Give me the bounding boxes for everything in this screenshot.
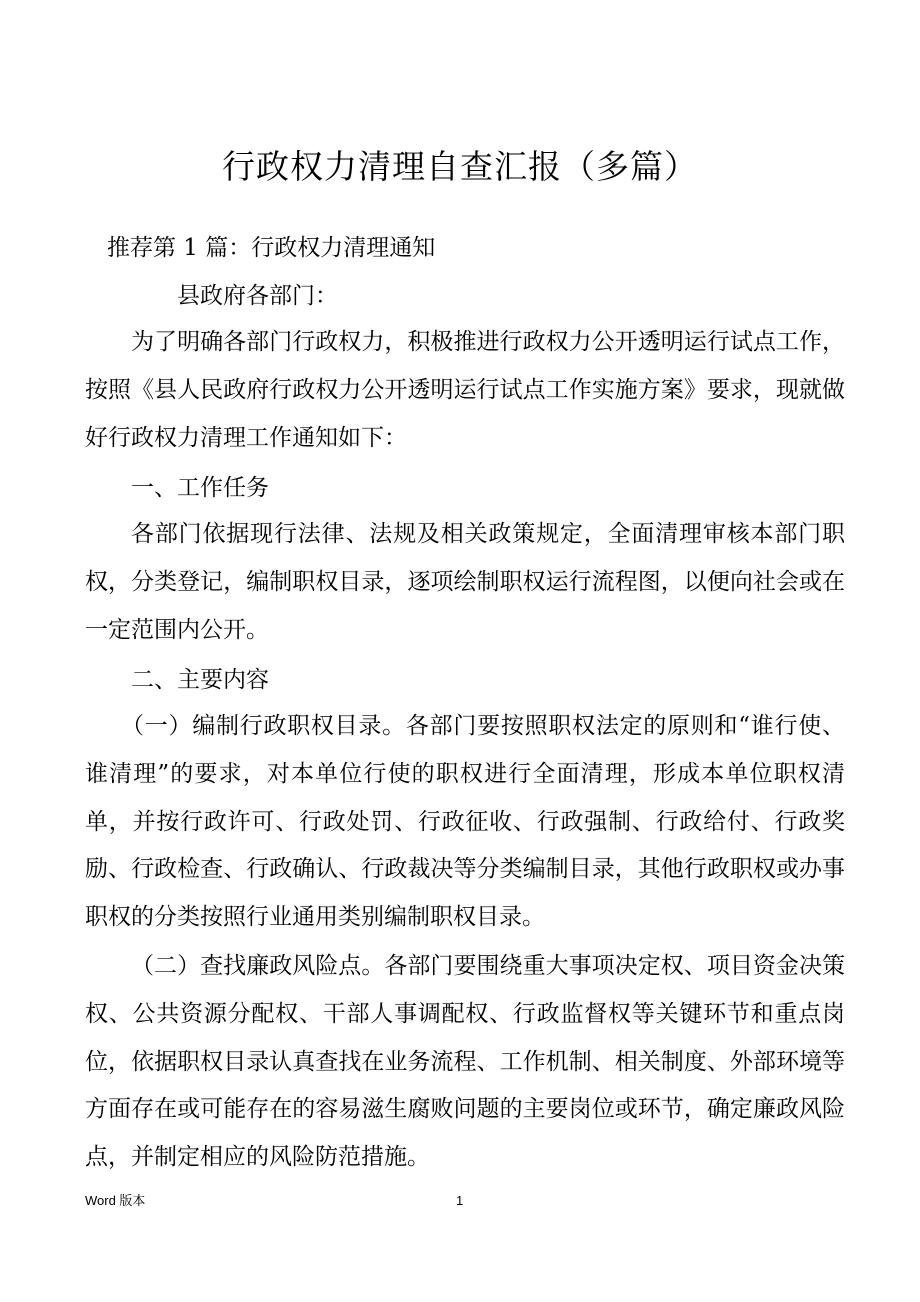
addressee: 县政府各部门：: [177, 283, 338, 309]
page-number: 1: [456, 1193, 464, 1208]
section-heading-content: 二、主要内容: [131, 667, 269, 693]
content-item-2: （二）查找廉政风险点。各部门要围绕重大事项决定权、项目资金决策权、公共资源分配权、干部人事调配权、行政监督权等关键环节和重点岗位，依据职权目录认真查找在业务流程、工作机制、相关制度、外部环境等方面存在或可能存在的容易滋生腐败问题的主要岗位或环节，确定廉政风险点，并制定相应的风险防范措施。: [85, 953, 845, 1171]
section-heading-tasks: 一、工作任务: [131, 475, 269, 501]
document-title: 行政权力清理自查汇报（多篇）: [222, 147, 698, 186]
footer-label: Word 版本: [85, 1193, 146, 1208]
intro-paragraph: 为了明确各部门行政权力，积极推进行政权力公开透明运行试点工作，按照《县人民政府行政权力公开透明运行试点工作实施方案》要求，现就做好行政权力清理工作通知如下：: [85, 329, 845, 451]
document-subtitle: 推荐第 1 篇：行政权力清理通知: [107, 235, 436, 261]
content-item-1: （一）编制行政职权目录。各部门要按照职权法定的原则和“谁行使、谁清理”的要求，对本单位行使的职权进行全面清理，形成本单位职权清单，并按行政许可、行政处罚、行政征收、行政强制、行政给付、行政奖励、行政检查、行政确认、行政裁决等分类编制目录，其他行政职权或办事职权的分类按照行业通用类别编制职权目录。: [85, 713, 845, 931]
tasks-paragraph: 各部门依据现行法律、法规及相关政策规定，全面清理审核本部门职权，分类登记，编制职权目录，逐项绘制职权运行流程图，以便向社会或在一定范围内公开。: [85, 521, 845, 643]
